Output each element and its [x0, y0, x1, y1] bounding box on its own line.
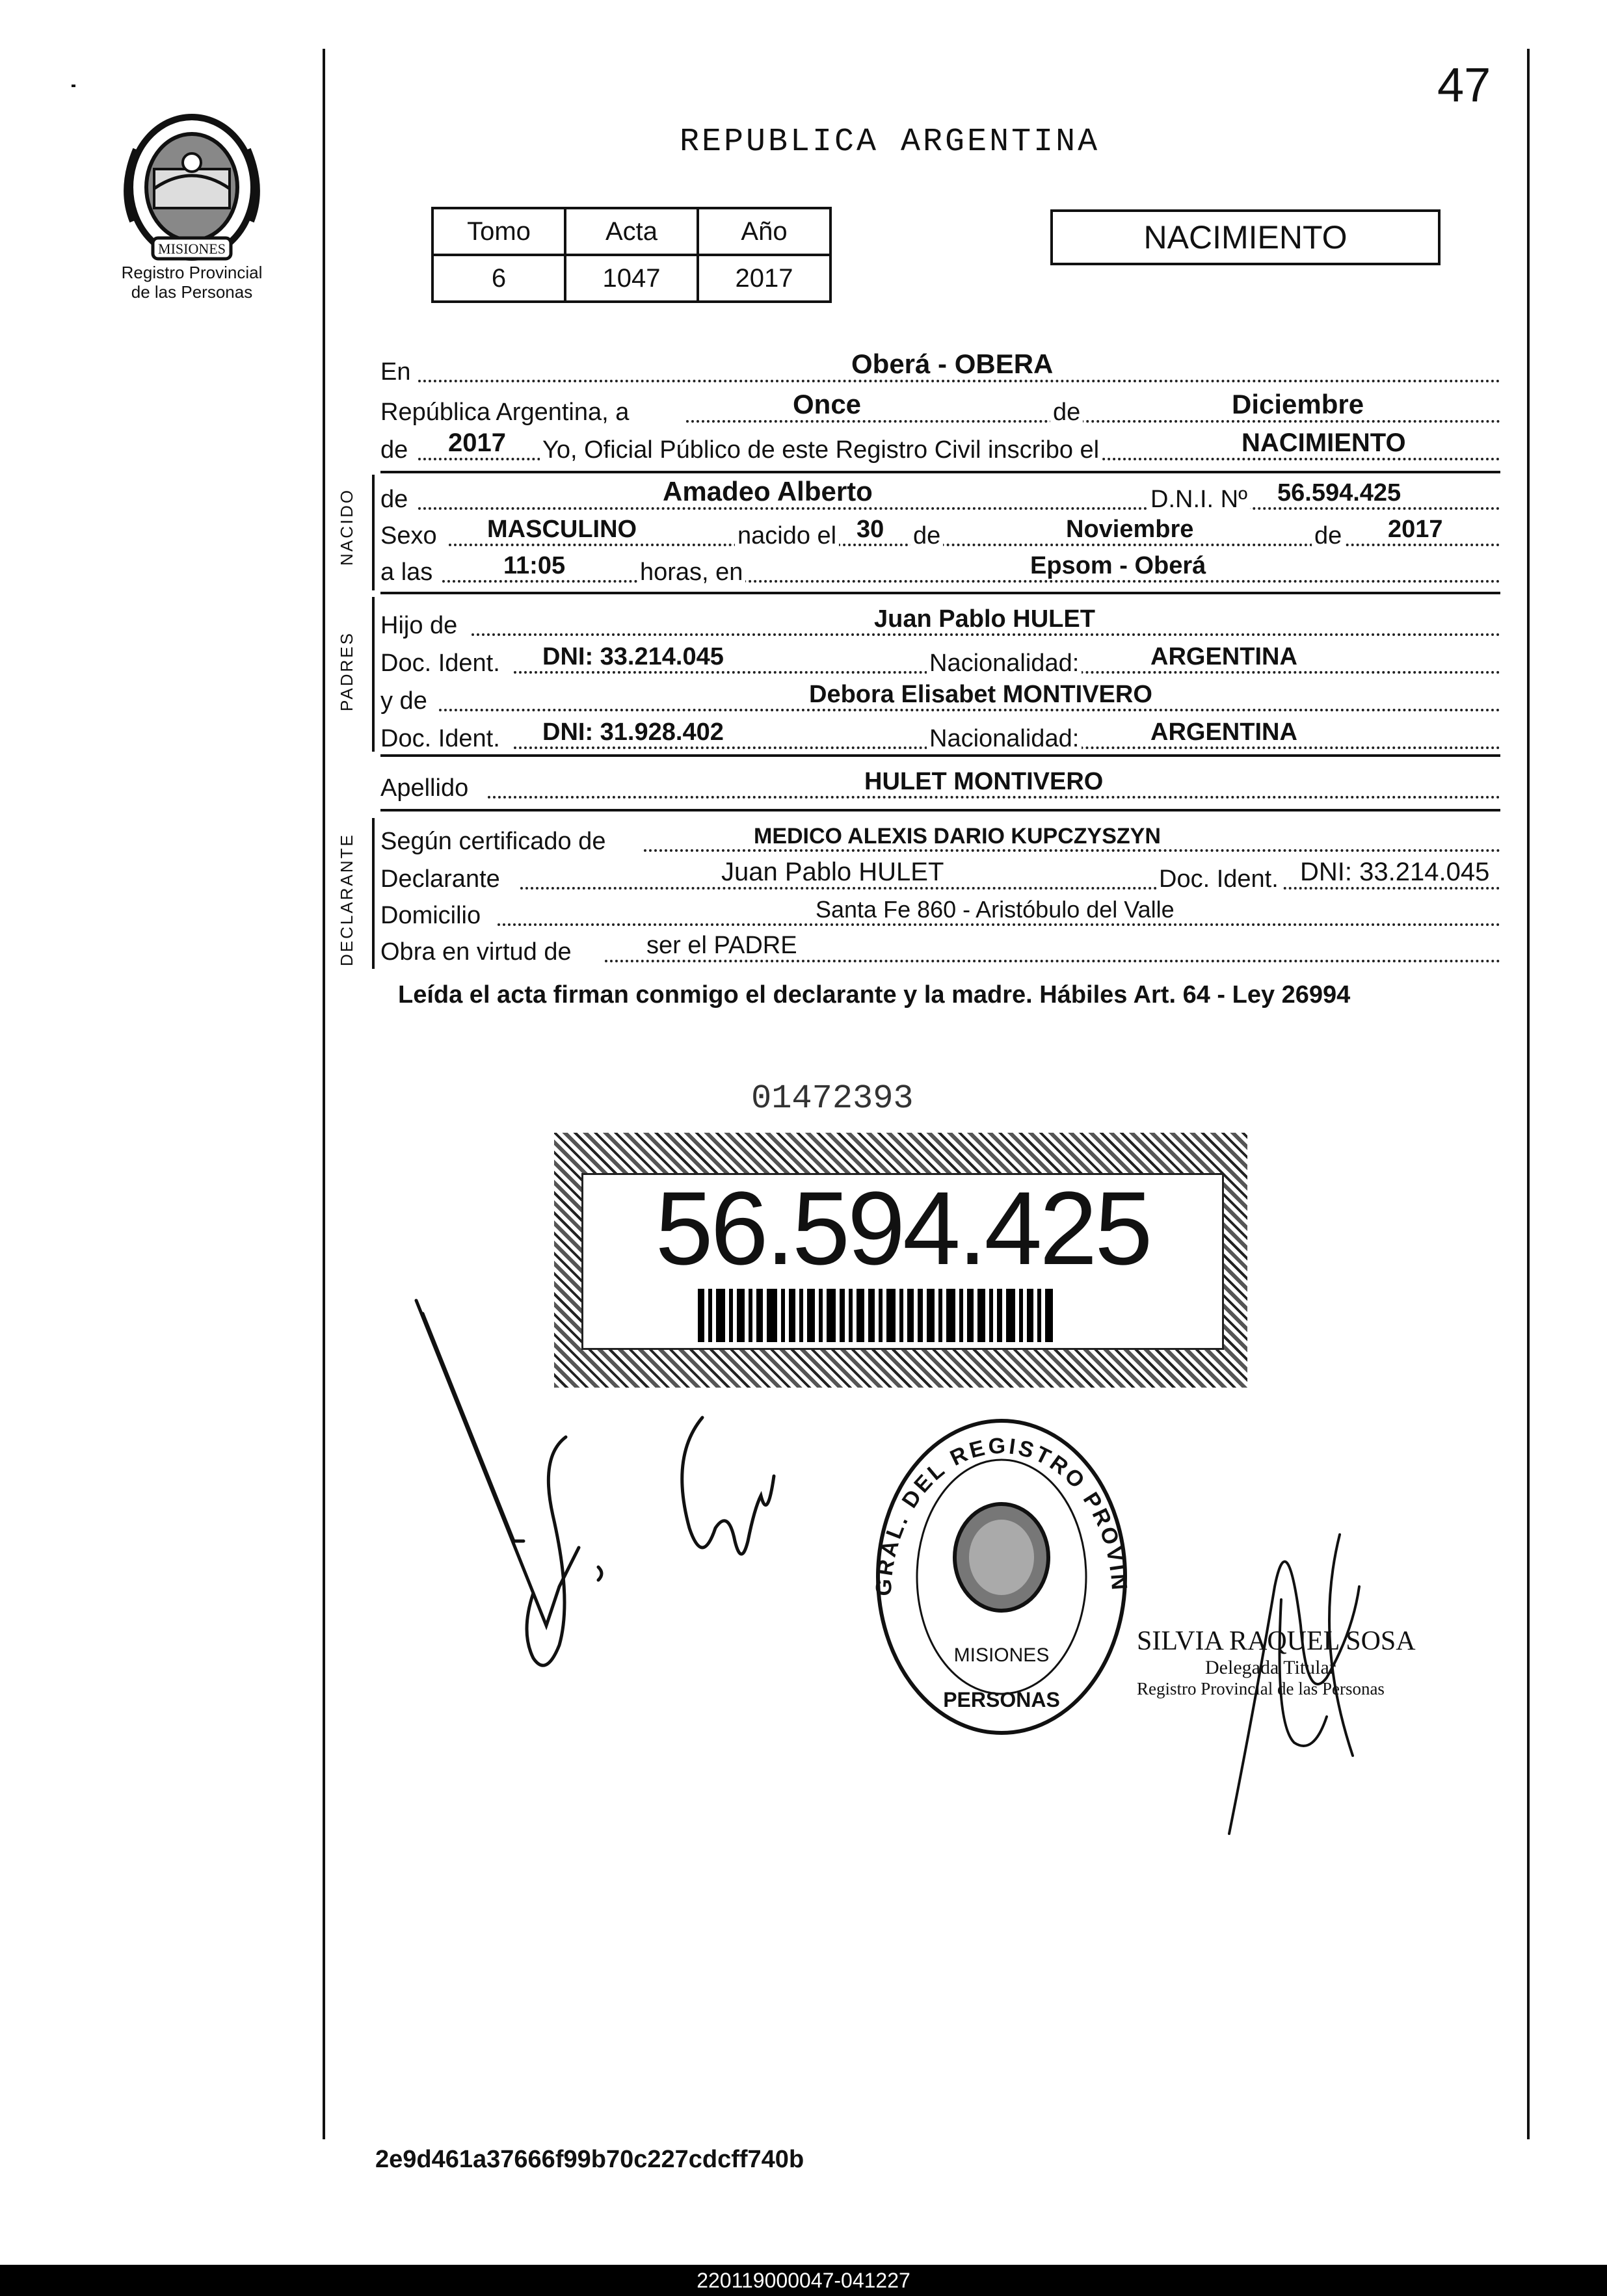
en-label: En	[380, 358, 411, 386]
dotted-line	[418, 507, 1500, 510]
logo-caption-line1: Registro Provincial	[121, 263, 263, 282]
doc-ident-label-2: Doc. Ident.	[380, 725, 500, 752]
registrar-block	[1137, 1626, 1416, 1699]
nacionalidad-label: Nacionalidad:	[927, 650, 1082, 678]
dotted-line	[442, 580, 1500, 583]
certificado-value: MEDICO ALEXIS DARIO KUPCZYSZYN	[751, 824, 1163, 849]
decl-doc-value: DNI: 33.214.045	[1297, 858, 1492, 887]
scan-mark	[72, 85, 75, 87]
dotted-line	[439, 709, 1500, 711]
footer-code: 220119000047-041227	[697, 2269, 910, 2292]
page-number: 47	[1437, 58, 1491, 112]
row-obra	[380, 931, 1500, 968]
row-apellido	[380, 767, 1500, 804]
dotted-line	[488, 796, 1500, 798]
row-madre-doc	[380, 718, 1500, 754]
dni-label: D.N.I. Nº	[1148, 486, 1250, 514]
obra-value: ser el PADRE	[644, 932, 800, 960]
mes-value: Diciembre	[1229, 389, 1366, 420]
dni-value: 56.594.425	[1275, 479, 1403, 507]
apellido-value: HULET MONTIVERO	[862, 768, 1106, 796]
de-label: de	[1050, 399, 1083, 427]
section-divider	[380, 471, 1500, 473]
logo-caption	[98, 263, 286, 302]
dia-value: Once	[790, 389, 864, 420]
row-en	[380, 351, 1500, 388]
official-seal	[865, 1401, 1138, 1752]
section-divider	[380, 809, 1500, 812]
nac-anio-value: 2017	[1385, 516, 1446, 544]
dotted-line	[520, 887, 1500, 890]
footer-bar	[0, 2265, 1607, 2296]
domicilio-label: Domicilio	[380, 902, 481, 929]
section-divider	[380, 592, 1500, 594]
madre-doc-value: DNI: 31.928.402	[540, 719, 726, 746]
row-sexo	[380, 515, 1500, 551]
row-domicilio	[380, 895, 1500, 931]
document-hash: 2e9d461a37666f99b70c227cdcff740b	[375, 2146, 804, 2173]
declarante-value: Juan Pablo HULET	[719, 858, 946, 887]
declarant-signature	[384, 1294, 865, 1697]
row-padre	[380, 605, 1500, 641]
nacionalidad-label-2: Nacionalidad:	[927, 725, 1082, 753]
svg-text:MISIONES: MISIONES	[953, 1644, 1050, 1666]
sexo-label: Sexo	[380, 522, 437, 549]
serial-number: 01472393	[751, 1079, 914, 1118]
registrar-name: SILVIA RAQUEL SOSA	[1137, 1626, 1416, 1656]
dotted-line	[644, 849, 1500, 852]
nacido-bracket	[372, 475, 375, 590]
lugar-value: Epsom - Oberá	[1028, 552, 1208, 580]
svg-text:PERSONAS: PERSONAS	[943, 1688, 1060, 1711]
anio-value: 2017	[698, 255, 830, 302]
de2-label: de	[380, 436, 408, 464]
doc-ident-label: Doc. Ident.	[380, 650, 500, 677]
section-divider	[380, 754, 1500, 757]
padres-bracket	[372, 597, 375, 752]
de4-label: de	[910, 522, 943, 550]
hijo-de-label: Hijo de	[380, 612, 458, 639]
padre-value: Juan Pablo HULET	[871, 605, 1098, 633]
a-las-label: a las	[380, 559, 433, 586]
sexo-value: MASCULINO	[485, 516, 639, 544]
province-coat-of-arms-logo	[107, 111, 276, 280]
dotted-line	[605, 960, 1500, 962]
row-declarante	[380, 858, 1500, 895]
nacido-section-label: NACIDO	[337, 488, 356, 566]
row-fecha	[380, 391, 1500, 428]
apellido-label: Apellido	[380, 774, 469, 802]
padres-section-label: PADRES	[337, 631, 356, 711]
row-hora	[380, 551, 1500, 588]
padre-nac-value: ARGENTINA	[1148, 643, 1300, 671]
registrar-office: Registro Provincial de las Personas	[1137, 1679, 1385, 1698]
svg-text:GRAL. DEL REGISTRO PROVINCIAL: GRAL. DEL REGISTRO PROVIN	[871, 1433, 1132, 1597]
madre-value: Debora Elisabet MONTIVERO	[806, 681, 1155, 709]
left-margin-line	[323, 49, 325, 2139]
closing-statement: Leída el acta firman conmigo el declarante y la madre. Hábiles Art. 64 - Ley 26994	[398, 981, 1351, 1009]
nac-mes-value: Noviembre	[1063, 516, 1196, 544]
y-de-label: y de	[380, 687, 427, 715]
acta-type-box: NACIMIENTO	[1050, 209, 1441, 265]
dotted-line	[498, 923, 1500, 926]
certificado-label: Según certificado de	[380, 828, 606, 855]
nac-dia-value: 30	[854, 516, 886, 544]
svg-text:MISIONES: MISIONES	[158, 241, 226, 257]
row-nombre	[380, 476, 1500, 515]
nombre-value: Amadeo Alberto	[660, 476, 875, 507]
row-oficial	[380, 429, 1500, 466]
dotted-line	[686, 420, 1500, 423]
oficial-text: Yo, Oficial Público de este Registro Civil inscribo el	[540, 436, 1102, 464]
dotted-line	[418, 380, 1500, 382]
inscribo-value: NACIMIENTO	[1239, 429, 1409, 458]
row-certificado	[380, 821, 1500, 857]
anio-header: Año	[698, 208, 830, 255]
declarante-label: Declarante	[380, 865, 500, 893]
decl-doc-label: Doc. Ident.	[1156, 865, 1281, 893]
acta-header: Acta	[565, 208, 698, 255]
dotted-line	[471, 633, 1500, 636]
de5-label: de	[1312, 522, 1344, 550]
tomo-header: Tomo	[432, 208, 565, 255]
de3-label: de	[380, 486, 408, 513]
row-padre-doc	[380, 642, 1500, 679]
document-title: REPUBLICA ARGENTINA	[680, 124, 1100, 161]
tomo-acta-table	[431, 207, 832, 303]
domicilio-value: Santa Fe 860 - Aristóbulo del Valle	[813, 896, 1177, 923]
hora-value: 11:05	[501, 552, 568, 580]
declarante-section-label: DECLARANTE	[337, 833, 356, 966]
madre-nac-value: ARGENTINA	[1148, 719, 1300, 746]
declarante-bracket	[372, 818, 375, 969]
horas-en-label: horas, en	[637, 559, 745, 587]
acta-value: 1047	[565, 255, 698, 302]
logo-caption-line2: de las Personas	[131, 282, 253, 302]
right-margin-line	[1527, 49, 1530, 2139]
stamp-number: 56.594.425	[655, 1170, 1150, 1286]
tomo-value: 6	[432, 255, 565, 302]
obra-label: Obra en virtud de	[380, 938, 572, 966]
anio-value: 2017	[445, 429, 509, 458]
padre-doc-value: DNI: 33.214.045	[540, 643, 726, 671]
republica-label: República Argentina, a	[380, 399, 630, 426]
row-madre	[380, 680, 1500, 717]
nacido-el-label: nacido el	[735, 522, 839, 550]
registrar-role: Delegada Titular	[1205, 1657, 1336, 1678]
en-value: Oberá - OBERA	[849, 349, 1056, 380]
